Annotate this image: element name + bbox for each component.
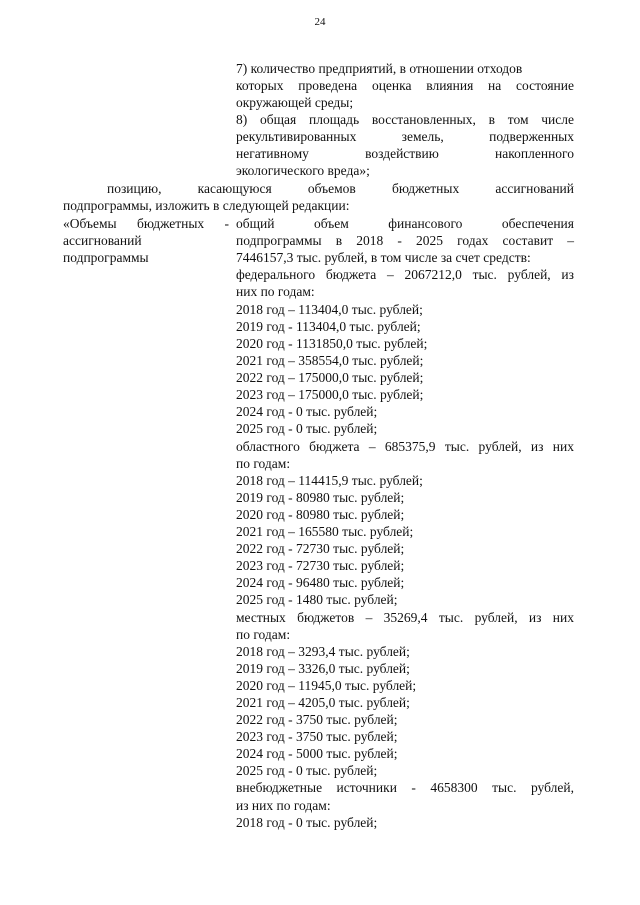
body-line-12: 2024 год - 0 тыс. рублей; bbox=[236, 404, 378, 419]
body-line-30: 2022 год - 3750 тыс. рублей; bbox=[236, 712, 398, 727]
body-line-24: местных бюджетов – 35269,4 тыс. рублей, из них bbox=[236, 610, 574, 625]
list-item-7-line-2: которых проведена оценка влияния на состояние bbox=[236, 78, 574, 93]
body-line-6: 2018 год – 113404,0 тыс. рублей; bbox=[236, 302, 423, 317]
intro-line-1: позицию, касающуюся объемов бюджетных ассигнований bbox=[107, 181, 574, 196]
body-line-36: 2018 год - 0 тыс. рублей; bbox=[236, 815, 378, 830]
body-line-15: по годам: bbox=[236, 456, 291, 471]
list-item-8-line-4: экологического вреда»; bbox=[236, 163, 370, 178]
body-line-3: 7446157,3 тыс. рублей, в том числе за счет средств: bbox=[236, 250, 531, 265]
body-line-11: 2023 год – 175000,0 тыс. рублей; bbox=[236, 387, 424, 402]
body-line-7: 2019 год - 113404,0 тыс. рублей; bbox=[236, 319, 421, 334]
body-line-4: федерального бюджета – 2067212,0 тыс. рублей, из bbox=[236, 267, 574, 282]
body-line-9: 2021 год – 358554,0 тыс. рублей; bbox=[236, 353, 424, 368]
body-line-16: 2018 год – 114415,9 тыс. рублей; bbox=[236, 473, 423, 488]
list-item-8-line-3: негативному воздействию накопленного bbox=[236, 146, 574, 161]
body-line-5: них по годам: bbox=[236, 284, 315, 299]
list-item-7-line-1: 7) количество предприятий, в отношении отходов bbox=[236, 61, 523, 76]
list-item-8-line-2: рекультивированных земель, подверженных bbox=[236, 129, 574, 144]
left-label-line-3: подпрограммы bbox=[63, 250, 149, 265]
left-label-line-2: ассигнований bbox=[63, 233, 142, 248]
body-line-32: 2024 год - 5000 тыс. рублей; bbox=[236, 746, 398, 761]
intro-line-2: подпрограммы, изложить в следующей редакции: bbox=[63, 198, 350, 213]
page-number: 24 bbox=[314, 16, 326, 28]
body-line-28: 2020 год – 11945,0 тыс. рублей; bbox=[236, 678, 417, 693]
body-line-10: 2022 год – 175000,0 тыс. рублей; bbox=[236, 370, 424, 385]
body-line-27: 2019 год – 3326,0 тыс. рублей; bbox=[236, 661, 410, 676]
body-line-25: по годам: bbox=[236, 627, 291, 642]
body-line-31: 2023 год - 3750 тыс. рублей; bbox=[236, 729, 398, 744]
list-item-7-line-3: окружающей среды; bbox=[236, 95, 354, 110]
body-line-19: 2021 год – 165580 тыс. рублей; bbox=[236, 524, 414, 539]
left-label-line-1: «Объемы бюджетных - bbox=[63, 216, 229, 231]
list-item-8-line-1: 8) общая площадь восстановленных, в том числе bbox=[236, 112, 574, 127]
body-line-13: 2025 год - 0 тыс. рублей; bbox=[236, 421, 378, 436]
body-line-20: 2022 год - 72730 тыс. рублей; bbox=[236, 541, 405, 556]
body-line-21: 2023 год - 72730 тыс. рублей; bbox=[236, 558, 405, 573]
body-line-8: 2020 год - 1131850,0 тыс. рублей; bbox=[236, 336, 428, 351]
body-line-26: 2018 год – 3293,4 тыс. рублей; bbox=[236, 644, 410, 659]
body-line-17: 2019 год - 80980 тыс. рублей; bbox=[236, 490, 405, 505]
body-line-23: 2025 год - 1480 тыс. рублей; bbox=[236, 592, 398, 607]
body-line-29: 2021 год – 4205,0 тыс. рублей; bbox=[236, 695, 410, 710]
body-line-14: областного бюджета – 685375,9 тыс. рублей, из них bbox=[236, 439, 574, 454]
body-line-1: общий объем финансового обеспечения bbox=[236, 216, 574, 231]
body-line-35: из них по годам: bbox=[236, 798, 331, 813]
body-line-34: внебюджетные источники - 4658300 тыс. рублей, bbox=[236, 780, 574, 795]
body-line-2: подпрограммы в 2018 - 2025 годах составит – bbox=[236, 233, 574, 248]
body-line-18: 2020 год - 80980 тыс. рублей; bbox=[236, 507, 405, 522]
body-line-22: 2024 год - 96480 тыс. рублей; bbox=[236, 575, 405, 590]
body-line-33: 2025 год - 0 тыс. рублей; bbox=[236, 763, 378, 778]
